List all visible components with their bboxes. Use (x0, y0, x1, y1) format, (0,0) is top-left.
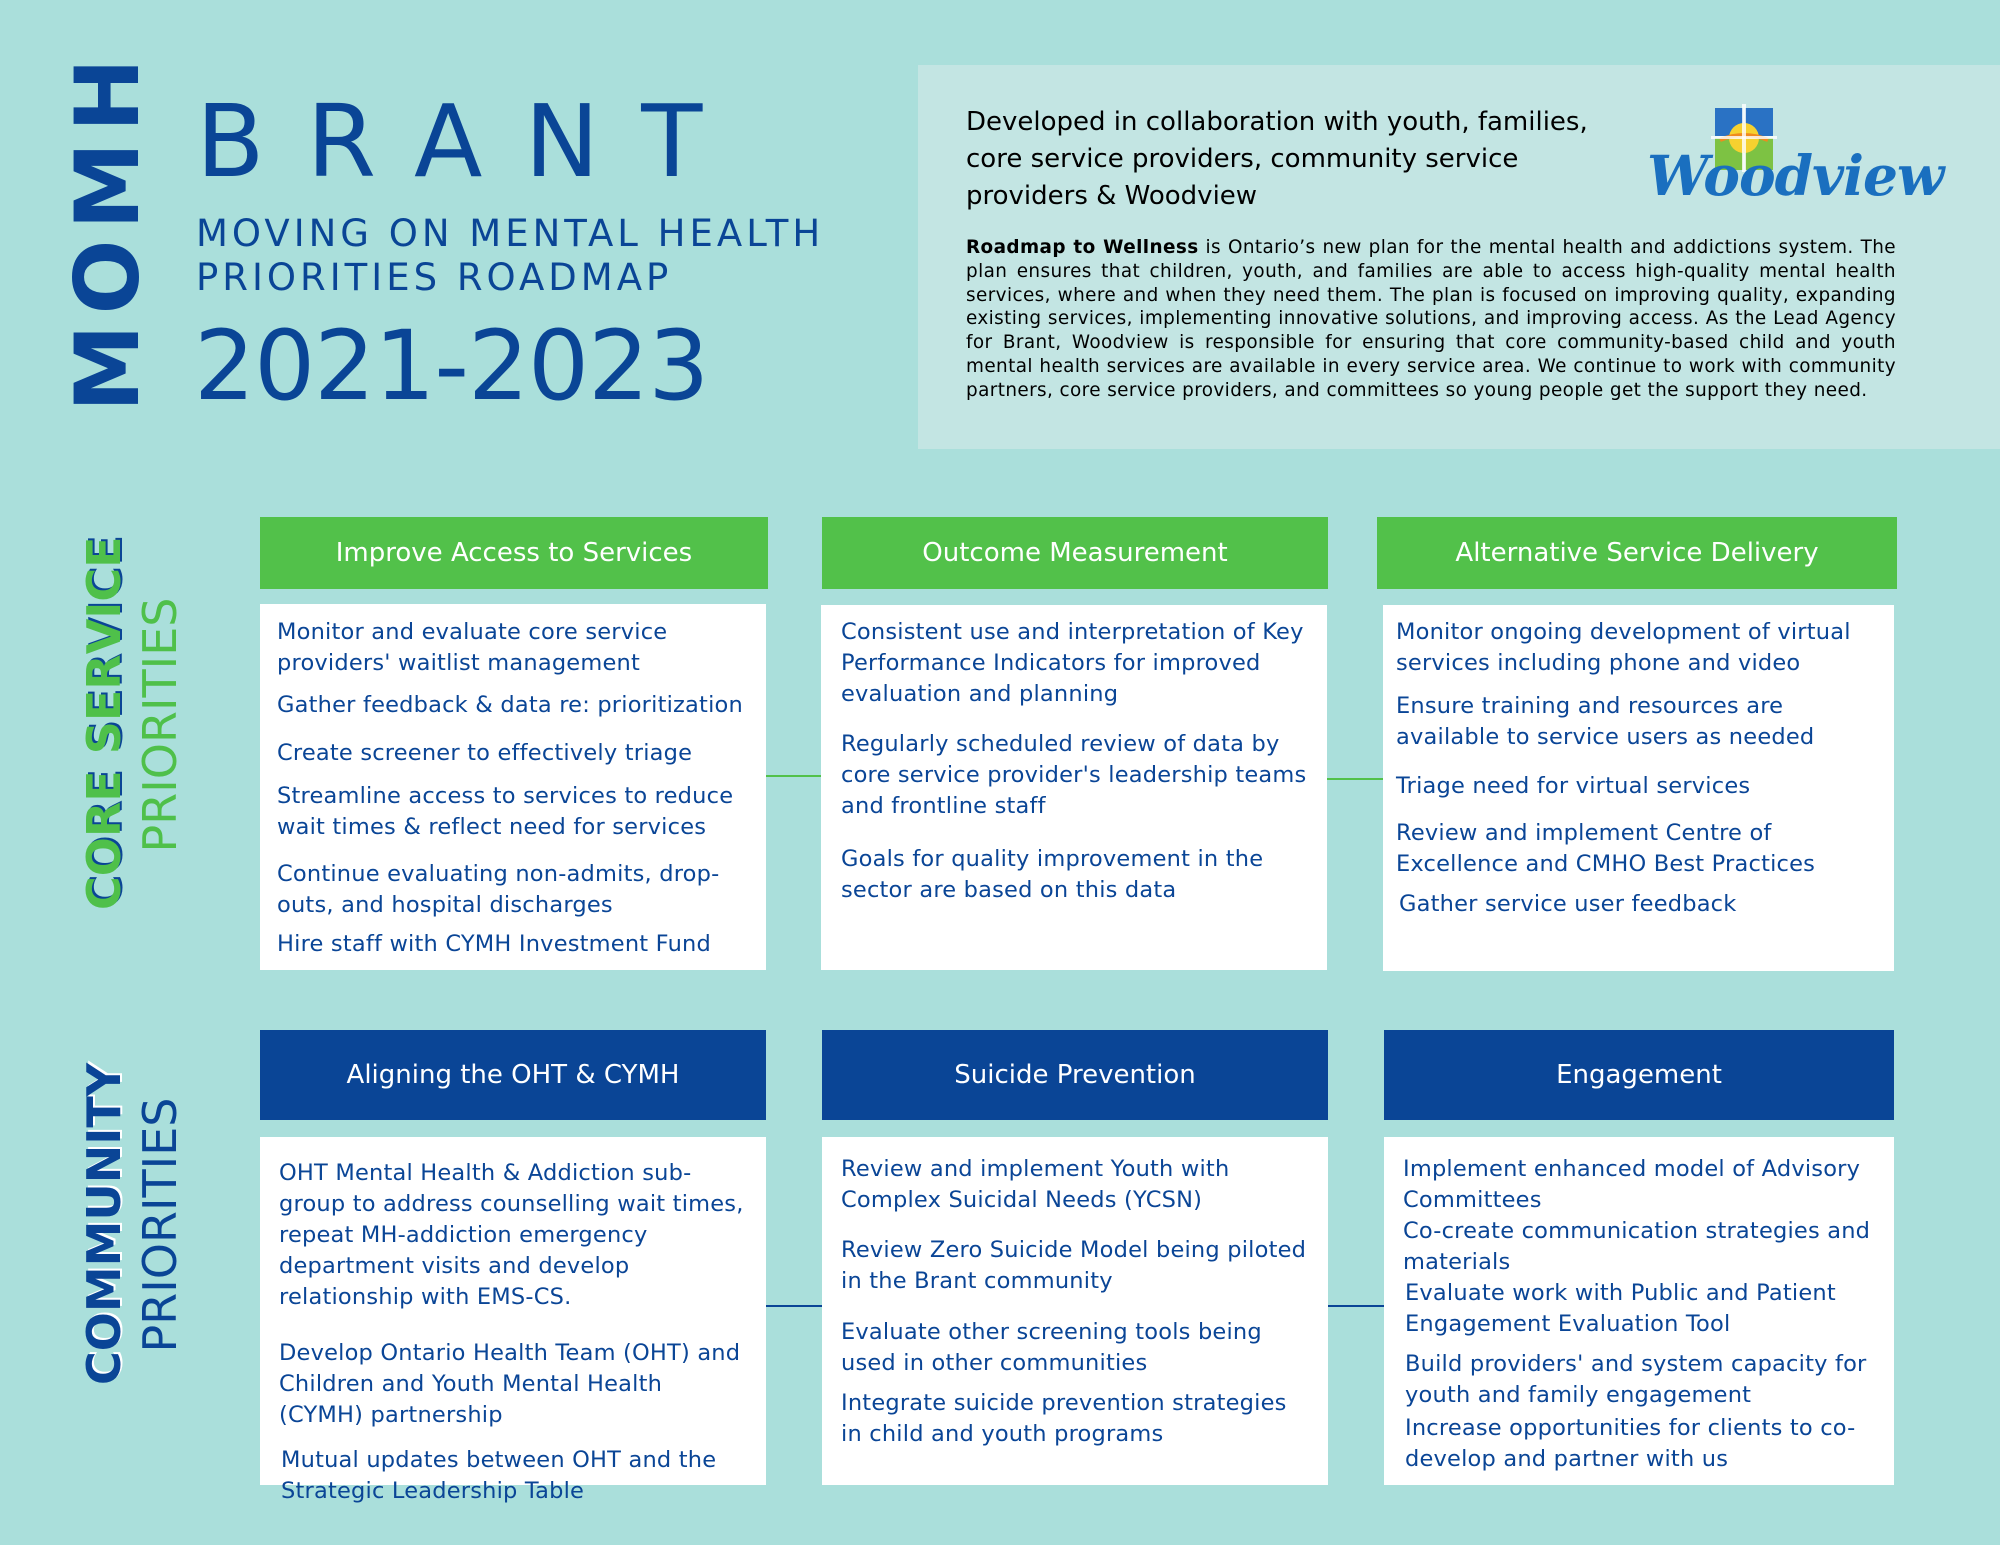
brant-title: BRANT (196, 83, 745, 200)
roadmap-paragraph (966, 236, 1896, 403)
community-header-engagement: Engagement (1384, 1030, 1894, 1120)
community-connector-2 (1328, 1305, 1384, 1307)
list-item: Goals for quality improvement in the sector are based on this data (841, 846, 1264, 903)
core-label-line-1: CORE SERVICE (77, 536, 131, 910)
list-item: Mutual updates between OHT and the Strategic Leadership Table (281, 1447, 717, 1504)
list-item: Review Zero Suicide Model being piloted in the Brant community (841, 1237, 1307, 1294)
community-priorities-label (76, 1062, 188, 1385)
community-label-line-1: COMMUNITY (77, 1062, 131, 1385)
years-title: 2021-2023 (194, 310, 709, 422)
core-card-outcome-measurement (821, 605, 1327, 970)
list-item: Implement enhanced model of Advisory Committees (1403, 1156, 1861, 1213)
list-item: Monitor and evaluate core service providers' waitlist management (277, 619, 668, 676)
list-item: Hire staff with CYMH Investment Fund (277, 931, 711, 957)
community-card-suicide-prevention (822, 1137, 1328, 1485)
subtitle-line-1: MOVING ON MENTAL HEALTH (196, 212, 825, 255)
list-item: Regularly scheduled review of data by core service provider's leadership teams and frontline staff (841, 731, 1307, 819)
core-header-improve-access: Improve Access to Services (260, 517, 768, 589)
community-header-aligning-oht: Aligning the OHT & CYMH (260, 1030, 766, 1120)
core-connector-1 (766, 775, 822, 777)
core-connector-2 (1327, 778, 1383, 780)
core-service-priorities-label (76, 536, 188, 910)
core-header-outcome-measurement: Outcome Measurement (822, 517, 1328, 589)
list-item: Integrate suicide prevention strategies in child and youth programs (841, 1390, 1287, 1447)
community-header-suicide-prevention: Suicide Prevention (822, 1030, 1328, 1120)
list-item: Consistent use and interpretation of Key Performance Indicators for improved evaluation and planning (841, 619, 1304, 707)
community-label-line-2: PRIORITIES (133, 1097, 187, 1353)
roadmap-paragraph-body: is Ontario’s new plan for the mental health and addictions system. The plan ensures that children, youth, and families are able to access high-quality mental health services, where and when they need them. The plan is focused on improving quality, expanding existing services, implementing innovative solutions, and improving access. As the Lead Agency for Brant, Woodview is responsible for ensuring that core community-based child and youth mental health services are available in every service area. We continue to work with community partners, core service providers, and committees so young people get the support they need. (966, 237, 1896, 401)
list-item: Triage need for virtual services (1396, 773, 1751, 799)
community-card-aligning-oht (260, 1137, 766, 1504)
list-item: Monitor ongoing development of virtual services including phone and video (1396, 619, 1851, 676)
list-item: Streamline access to services to reduce wait times & reflect need for services (277, 783, 734, 840)
core-card-alternative-delivery (1383, 605, 1894, 971)
list-item: Review and implement Youth with Complex Suicidal Needs (YCSN) (841, 1156, 1230, 1213)
woodview-logo (1640, 100, 1944, 215)
list-item: Review and implement Centre of Excellence and CMHO Best Practices (1396, 820, 1816, 877)
list-item: Ensure training and resources are available to service users as needed (1396, 693, 1815, 750)
roadmap-bold-term: Roadmap to Wellness (966, 237, 1199, 258)
community-card-engagement (1384, 1137, 1894, 1485)
list-item: OHT Mental Health & Addiction sub-group to address counselling wait times, repeat MH-addiction emergency department visits and develop relationship with EMS-CS. (279, 1160, 744, 1310)
core-header-alternative-delivery: Alternative Service Delivery (1377, 517, 1897, 589)
list-item: Build providers' and system capacity for youth and family engagement (1405, 1351, 1867, 1408)
list-item: Gather service user feedback (1399, 891, 1737, 917)
list-item: Continue evaluating non-admits, drop-outs, and hospital discharges (277, 861, 720, 918)
core-label-line-2: PRIORITIES (133, 597, 187, 853)
collaboration-text: Developed in collaboration with youth, families, core service providers, community service providers & Woodview (966, 107, 1588, 211)
subtitle-line-2: PRIORITIES ROADMAP (196, 256, 673, 299)
list-item: Gather feedback & data re: prioritization (277, 692, 743, 718)
list-item: Develop Ontario Health Team (OHT) and Children and Youth Mental Health (CYMH) partnership (279, 1340, 741, 1428)
community-connector-1 (766, 1305, 822, 1307)
momh-vertical-title: MOMH (56, 48, 159, 412)
list-item: Create screener to effectively triage (277, 740, 693, 766)
list-item: Increase opportunities for clients to co-develop and partner with us (1405, 1415, 1856, 1472)
list-item: Evaluate other screening tools being used in other communities (841, 1319, 1262, 1376)
core-card-improve-access (260, 604, 766, 970)
list-item: Evaluate work with Public and Patient Engagement Evaluation Tool (1405, 1280, 1836, 1337)
woodview-logo-text: Woodview (1647, 143, 1944, 208)
list-item: Co-create communication strategies and materials (1403, 1218, 1871, 1275)
